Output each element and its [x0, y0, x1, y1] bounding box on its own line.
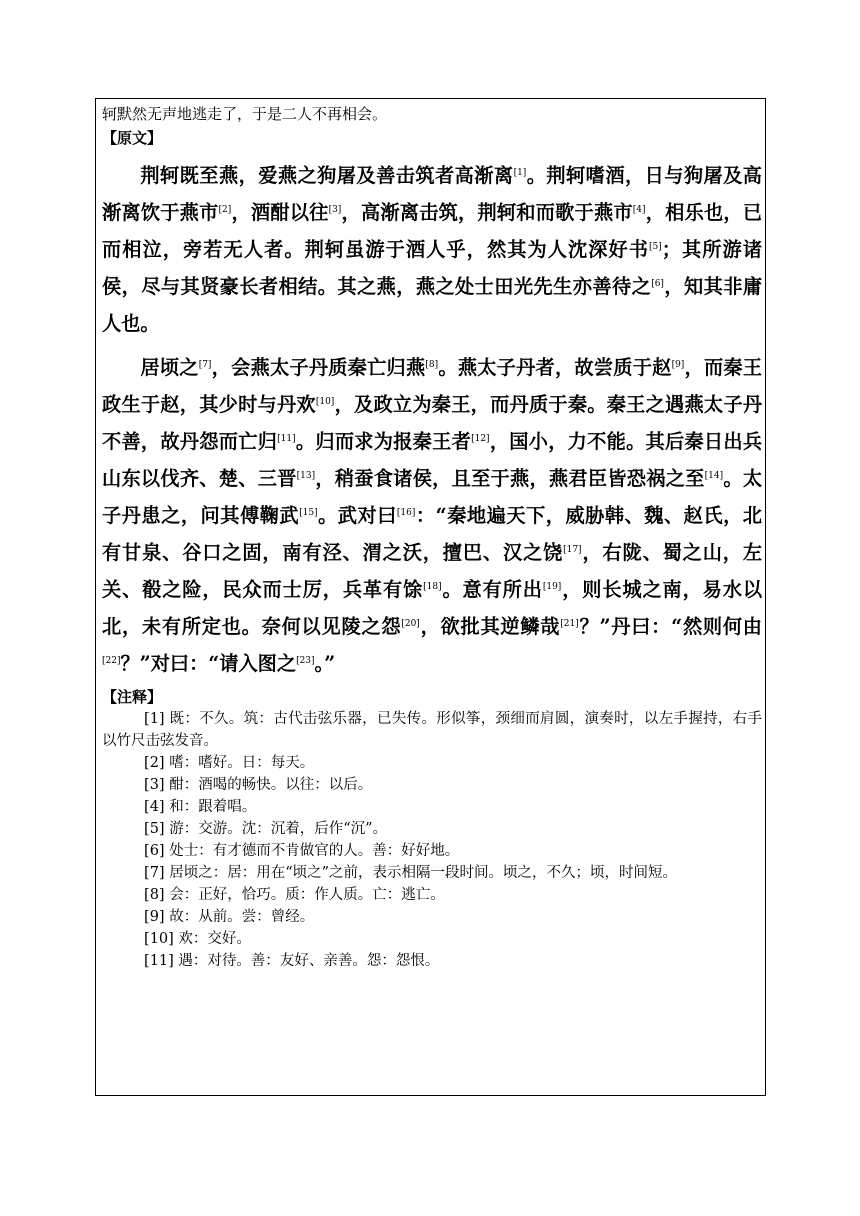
note-item: [1] 既：不久。筑：古代击弦乐器，已失传。形似筝，颈细而肩圆，演奏时，以左手握持，右手以竹尺击弦发音。: [102, 711, 762, 749]
footnote-ref: [2]: [218, 205, 232, 215]
text-run: 居顷之: [140, 356, 199, 379]
footnote-ref: [7]: [198, 360, 212, 370]
section-heading-original: 【原文】: [102, 129, 163, 147]
text-run: ；其所游诸侯，尽与其贤豪长者相结。其之燕，燕之处士田光先生亦善待之: [102, 238, 763, 298]
text-run: ？”丹曰：“然则何由: [578, 615, 762, 638]
footnote-ref: [10]: [315, 397, 335, 407]
footnote-ref: [8]: [425, 360, 439, 370]
text-run: 。燕太子丹者，故尝质于赵: [438, 356, 672, 379]
text-run: ，稍蚕食诸侯，且至于燕，燕君臣皆恐祸之至: [315, 467, 705, 490]
footnote-ref: [15]: [299, 508, 318, 518]
footnote-ref: [19]: [542, 582, 562, 592]
text-run: ，而秦王政生于赵，其少时与丹欢: [102, 356, 763, 416]
footnote-ref: [1]: [513, 168, 527, 178]
text-run: ，高渐离击筑，荆轲和而歌于燕市: [341, 201, 633, 224]
note-item: [8] 会：正好，恰巧。质：作人质。亡：逃亡。: [144, 887, 445, 903]
document-content: [102, 103, 762, 972]
note-item: [6] 处士：有才德而不肯做官的人。善：好好地。: [144, 843, 460, 859]
original-paragraph-1: [102, 157, 762, 342]
note-item: [7] 居顷之：居：用在“顷之”之前，表示相隔一段时间。顷之，不久；顷，时间短。: [144, 865, 678, 881]
text-run: 。太子丹患之，问其傅鞠武: [102, 467, 763, 527]
footnote-ref: [21]: [560, 619, 579, 629]
text-run: 荆轲既至燕，爱燕之狗屠及善击筑者高渐离: [140, 164, 514, 187]
footnote-ref: [3]: [328, 205, 342, 215]
text-run: ，欲批其逆鳞哉: [419, 615, 561, 638]
footnote-ref: [9]: [671, 360, 685, 370]
footnote-ref: [6]: [651, 279, 664, 289]
footnote-ref: [16]: [396, 508, 416, 518]
text-run: 。归而求为报秦王者: [295, 430, 472, 453]
footnote-ref: [23]: [296, 656, 315, 666]
text-run: ，及政立为秦王，而丹质于秦。秦王之遇燕太子丹不善，故丹怨而亡归: [102, 393, 763, 453]
footnote-ref: [17]: [563, 545, 582, 555]
text-run: ：“秦地遍天下，威胁韩、魏、赵氏，北有甘泉、谷口之固，南有泾、渭之沃，擅巴、汉之饶: [102, 504, 762, 564]
footnote-ref: [5]: [649, 242, 662, 252]
text-run: 。荆轲嗜酒，日与狗屠及高渐离饮于燕市: [102, 164, 762, 224]
text-run: 。武对曰: [317, 504, 397, 527]
text-run: ，酒酣以往: [231, 201, 329, 224]
text-run: ，右陇、蜀之山，左关、殽之险，民众而士厉，兵革有馀: [102, 541, 763, 601]
footnote-ref: [13]: [296, 471, 316, 481]
text-run: ，国小，力不能。其后秦日出兵山东以伐齐、楚、三晋: [102, 430, 763, 490]
note-item: [2] 嗜：嗜好。日：每天。: [144, 755, 315, 771]
note-item: [10] 欢：交好。: [144, 931, 251, 947]
section-heading-notes: 【注释】: [102, 688, 163, 706]
text-run: ，则长城之南，易水以北，未有所定也。奈何以见陵之怨: [102, 578, 763, 638]
footnote-ref: [11]: [277, 434, 296, 444]
original-text: [102, 157, 762, 682]
text-run: ，相乐也，已而相泣，旁若无人者。荆轲虽游于酒人乎，然其为人沈深好书: [102, 201, 763, 261]
notes-list: [102, 708, 762, 972]
footnote-ref: [22]: [102, 656, 121, 666]
original-paragraph-2: [102, 349, 762, 682]
footnote-ref: [14]: [704, 471, 724, 481]
document-frame: [95, 98, 766, 1096]
text-run: ，知其非庸人也。: [102, 275, 763, 335]
text-run: ，会燕太子丹质秦亡归燕: [211, 356, 426, 379]
text-run: 。意有所出: [441, 578, 543, 601]
note-item: [3] 酣：酒喝的畅快。以往：以后。: [144, 777, 373, 793]
footnote-ref: [12]: [471, 434, 490, 444]
note-item: [4] 和：跟着唱。: [144, 799, 257, 815]
note-item: [9] 故：从前。尝：曾经。: [144, 909, 315, 925]
note-item: [11] 遇：对待。善：友好、亲善。怨：怨恨。: [144, 953, 440, 969]
text-run: 。”: [314, 652, 336, 675]
footnote-ref: [18]: [423, 582, 442, 592]
footnote-ref: [4]: [632, 205, 646, 215]
text-run: ？”对曰：“请入图之: [120, 652, 297, 675]
note-item: [5] 游：交游。沈：沉着，后作“沉”。: [144, 821, 388, 837]
footnote-ref: [20]: [401, 619, 420, 629]
intro-line: 轲默然无声地逃走了，于是二人不再相会。: [102, 105, 388, 123]
